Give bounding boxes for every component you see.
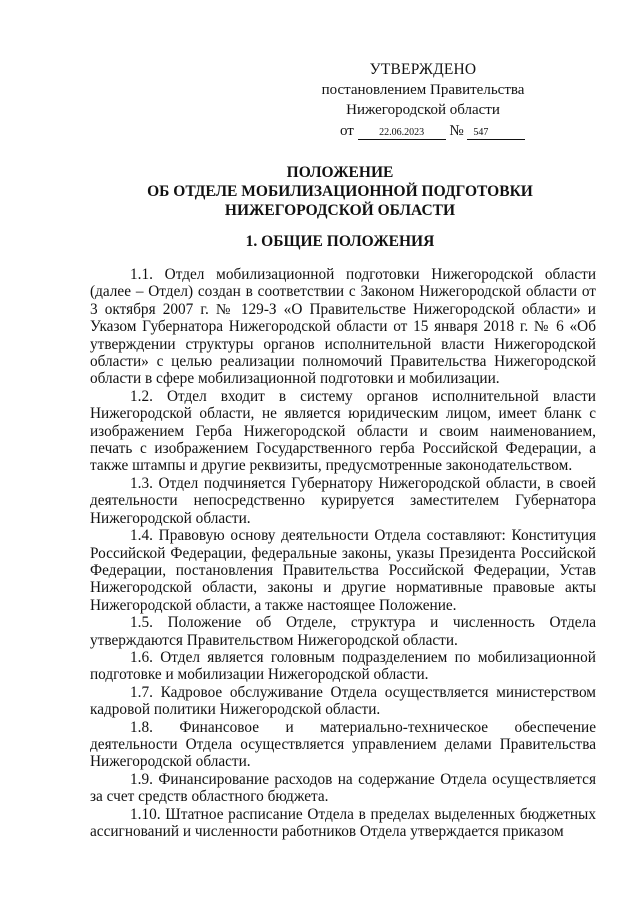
- paragraph-1-2: 1.2. Отдел входит в систему органов исполнительной власти Нижегородской области, не является юридическим лицом, имеет бланк с изображением Герба Нижегородской области и своим наименованием, печать с изображением Государственного герба Российской Федерации, а также штампы и другие реквизиты, предусмотренные законодательством.: [90, 387, 596, 475]
- paragraph-1-4: 1.4. Правовую основу деятельности Отдела составляют: Конституция Российской Федерации, федеральные законы, указы Президента Российской Федерации, постановления Правительства Российской Федерации, Устав Нижегородской области, законы и другие нормативные правовые акты Нижегородской области, а также настоящее Положение.: [90, 527, 596, 614]
- section-heading: 1. ОБЩИЕ ПОЛОЖЕНИЯ: [245, 233, 435, 250]
- approval-line-2: Нижегородской области: [346, 102, 500, 118]
- number-label: №: [449, 123, 464, 139]
- document-body: [90, 266, 596, 840]
- title-line-2: ОБ ОТДЕЛЕ МОБИЛИЗАЦИОННОЙ ПОДГОТОВКИ: [147, 183, 533, 200]
- paragraph-1-3: 1.3. Отдел подчиняется Губернатору Нижегородской области, в своей деятельности непосредственно курируется заместителем Губернатора Нижегородской области.: [90, 474, 596, 527]
- paragraph-1-8: 1.8. Финансовое и материально-техническое обеспечение деятельности Отдела осуществляется управлением делами Правительства Нижегородской области.: [90, 718, 596, 771]
- paragraph-1-9: 1.9. Финансирование расходов на содержание Отдела осуществляется за счет средств областного бюджета.: [90, 770, 596, 806]
- approval-stamp: УТВЕРЖДЕНО: [369, 61, 477, 78]
- approval-date-line: [318, 121, 528, 141]
- paragraph-1-6: 1.6. Отдел является головным подразделением по мобилизационной подготовке и мобилизации Нижегородской области.: [90, 648, 596, 684]
- paragraph-1-7: 1.7. Кадровое обслуживание Отдела осуществляется министерством кадровой политики Нижегородской области.: [90, 683, 596, 719]
- from-label: от: [340, 123, 354, 139]
- approval-number: 547: [467, 126, 525, 140]
- document-title: [90, 163, 590, 220]
- paragraph-1-5: 1.5. Положение об Отделе, структура и численность Отдела утверждаются Правительством Нижегородской области.: [90, 614, 596, 649]
- title-line-1: ПОЛОЖЕНИЕ: [286, 164, 394, 181]
- approval-line-1: постановлением Правительства: [321, 82, 525, 98]
- paragraph-1-10: 1.10. Штатное расписание Отдела в пределах выделенных бюджетных ассигнований и численности работников Отдела утверждается приказом: [90, 805, 596, 840]
- approval-date: 22.06.2023: [358, 126, 446, 140]
- approval-block: [318, 60, 528, 141]
- title-line-3: НИЖЕГОРОДСКОЙ ОБЛАСТИ: [224, 202, 456, 219]
- paragraph-1-1: 1.1. Отдел мобилизационной подготовки Нижегородской области (далее – Отдел) создан в соответствии с Законом Нижегородской области от 3 октября 2007 г. № 129-З «О Правительстве Нижегородской области» и Указом Губернатора Нижегородской области от 15 января 2018 г. № 6 «Об утверждении структуры органов исполнительной власти Нижегородской области» с целью реализации полномочий Правительства Нижегородской области в сфере мобилизационной подготовки и мобилизации.: [90, 266, 596, 388]
